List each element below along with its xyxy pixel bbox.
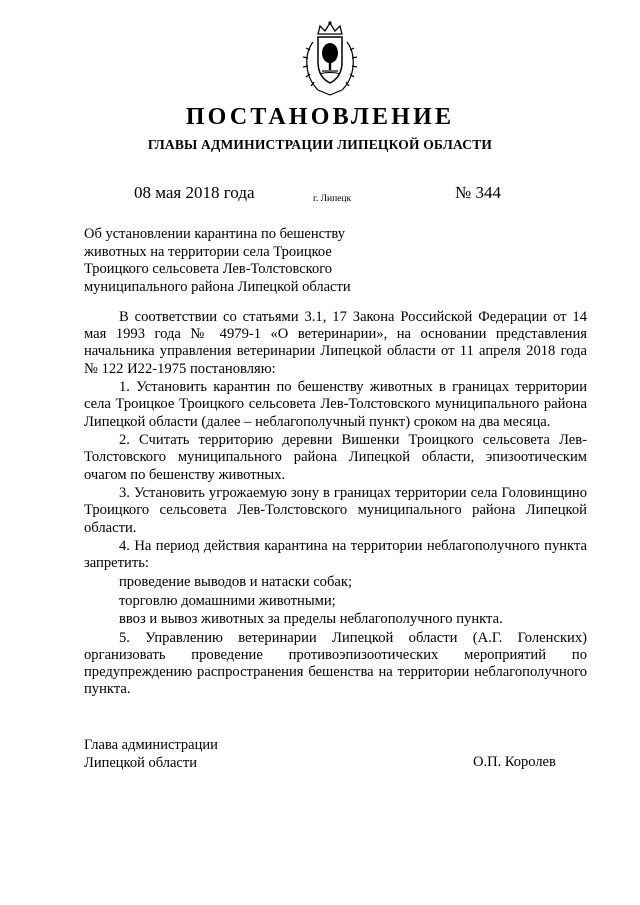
document-subtitle: ГЛАВЫ АДМИНИСТРАЦИИ ЛИПЕЦКОЙ ОБЛАСТИ <box>147 137 493 152</box>
item-4-sub: проведение выводов и натаски собак; <box>119 574 353 590</box>
signature-position <box>84 737 218 772</box>
item-2: 2. Считать территорию деревни Вишенки Троицкого сельсовета Лев-Толстовского муниципального района Липецкой области, эпизоотическим очагом по бешенству животных. <box>84 432 587 483</box>
intro-paragraph: В соответствии со статьями 3.1, 17 Закона Российской Федерации от 14 мая 1993 года № 4979-1 «О ветеринарии», на основании представления начальника управления ветеринарии Липецкой области от 11 апреля 2018 года № 122 И22-1975 постановляю: <box>84 309 587 377</box>
signature-name: О.П. Королев <box>473 754 556 770</box>
item-4-sub: ввоз и вывоз животных за пределы неблагополучного пункта. <box>119 611 503 628</box>
item-4-sub: торговлю домашними животными; <box>119 592 336 609</box>
document-city: г. Липецк <box>313 194 352 204</box>
document-date: 08 мая 2018 года <box>134 183 255 202</box>
document-number: № 344 <box>455 183 501 202</box>
heading-line: животных на территории села Троицкое <box>84 243 332 260</box>
item-1: 1. Установить карантин по бешенству животных в границах территории села Троицкое Троицкого сельсовета Лев-Толстовского муниципального района Липецкой области (далее – неблагополучный пункт) сроком на два месяца. <box>84 379 587 430</box>
document-body <box>84 309 587 700</box>
coat-of-arms-icon <box>298 20 362 100</box>
heading-line: Троицкого сельсовета Лев-Толстовского <box>84 261 333 277</box>
heading-line: муниципального района Липецкой области <box>84 278 351 295</box>
document-heading <box>84 226 374 296</box>
item-5: 5. Управлению ветеринарии Липецкой области (А.Г. Голенских) организовать проведение противоэпизоотических мероприятий по предупреждению распространения бешенства на территории неблагополучного пункта. <box>84 629 587 698</box>
signature-position-line: Глава администрации <box>84 737 218 753</box>
document-title: ПОСТАНОВЛЕНИЕ <box>185 104 455 130</box>
heading-line: Об установлении карантина по бешенству <box>84 226 345 242</box>
signature-position-line: Липецкой области <box>84 754 197 771</box>
item-3: 3. Установить угрожаемую зону в границах территории села Головинщино Троицкого сельсовета Лев-Толстовского муниципального района Липецкой области. <box>84 485 587 536</box>
item-4: 4. На период действия карантина на территории неблагополучного пункта запретить: <box>84 538 587 572</box>
